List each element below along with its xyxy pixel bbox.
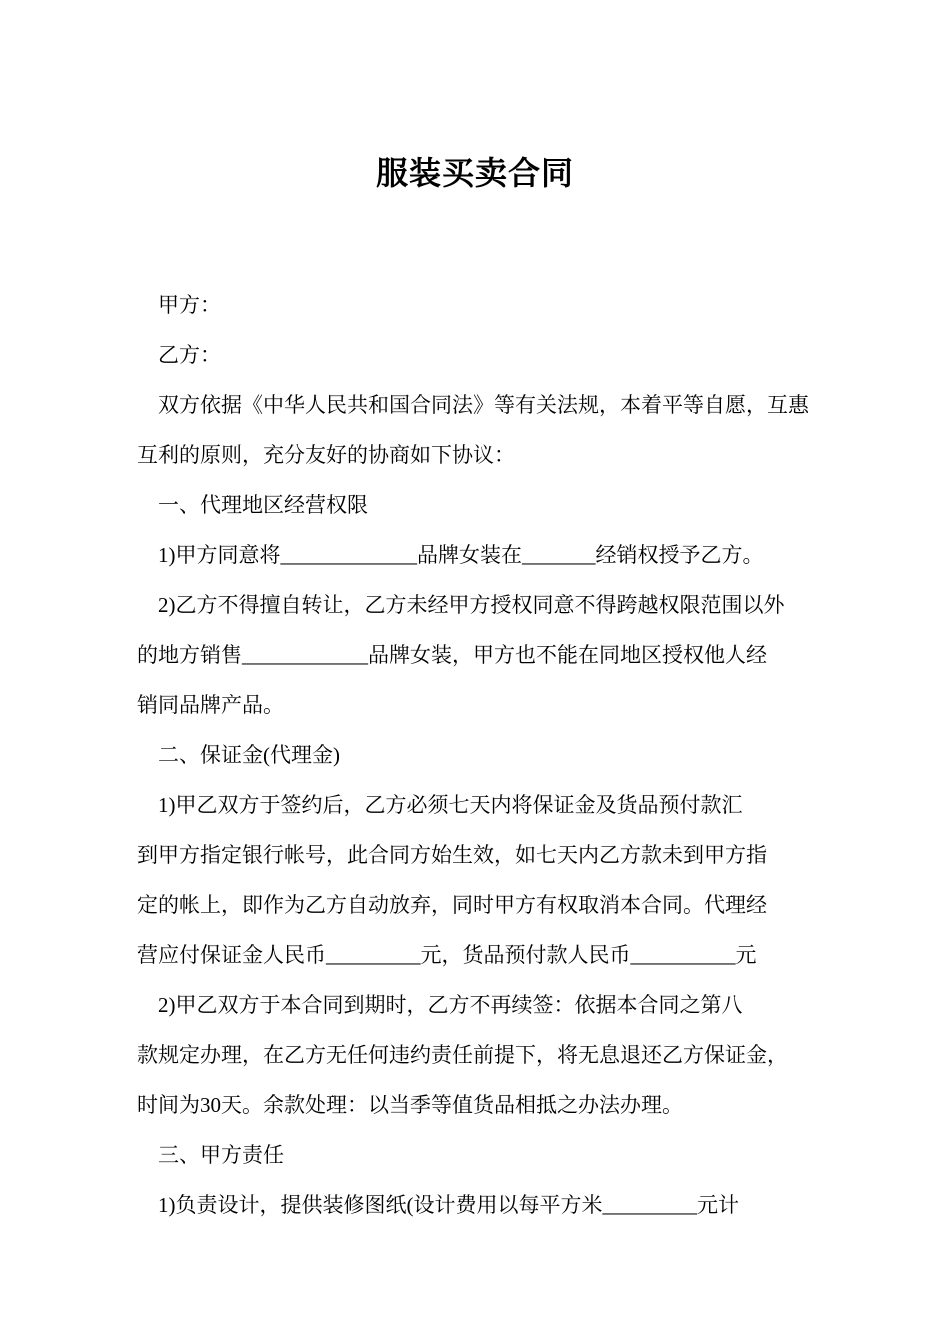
paragraph-line: 款规定办理，在乙方无任何违约责任前提下，将无息退还乙方保证金， (137, 1043, 788, 1067)
paragraph-line: 时间为30天。余款处理：以当季等值货品相抵之办法办理。 (137, 1093, 683, 1117)
paragraph-line: 1)甲方同意将_____________品牌女装在_______经销权授予乙方。 (158, 543, 764, 567)
paragraph-line: 的地方销售____________品牌女装，甲方也不能在同地区授权他人经 (137, 643, 767, 667)
paragraph-line: 2)乙方不得擅自转让，乙方未经甲方授权同意不得跨越权限范围以外 (158, 593, 785, 617)
paragraph-line: 1)甲乙双方于签约后，乙方必须七天内将保证金及货品预付款汇 (158, 793, 743, 817)
paragraph-line: 销同品牌产品。 (137, 693, 284, 717)
paragraph-line: 定的帐上，即作为乙方自动放弃，同时甲方有权取消本合同。代理经 (137, 893, 767, 917)
paragraph-line: 二、保证金(代理金) (158, 743, 340, 767)
paragraph-line: 双方依据《中华人民共和国合同法》等有关法规，本着平等自愿，互惠 (158, 393, 809, 417)
paragraph-line: 甲方： (158, 293, 221, 317)
paragraph-line: 乙方： (158, 343, 221, 367)
paragraph-line: 到甲方指定银行帐号，此合同方始生效，如七天内乙方款未到甲方指 (137, 843, 767, 867)
document-title: 服装买卖合同 (375, 155, 574, 191)
document-body (137, 290, 827, 1240)
paragraph-line: 互利的原则，充分友好的协商如下协议： (137, 443, 515, 467)
paragraph-line: 三、甲方责任 (158, 1143, 284, 1167)
paragraph-line: 2)甲乙双方于本合同到期时，乙方不再续签：依据本合同之第八 (158, 993, 743, 1017)
paragraph-line: 1)负责设计，提供装修图纸(设计费用以每平方米_________元计 (158, 1193, 739, 1217)
paragraph-line: 一、代理地区经营权限 (158, 493, 368, 517)
paragraph-line: 营应付保证金人民币_________元，货品预付款人民币__________元 (137, 943, 757, 967)
